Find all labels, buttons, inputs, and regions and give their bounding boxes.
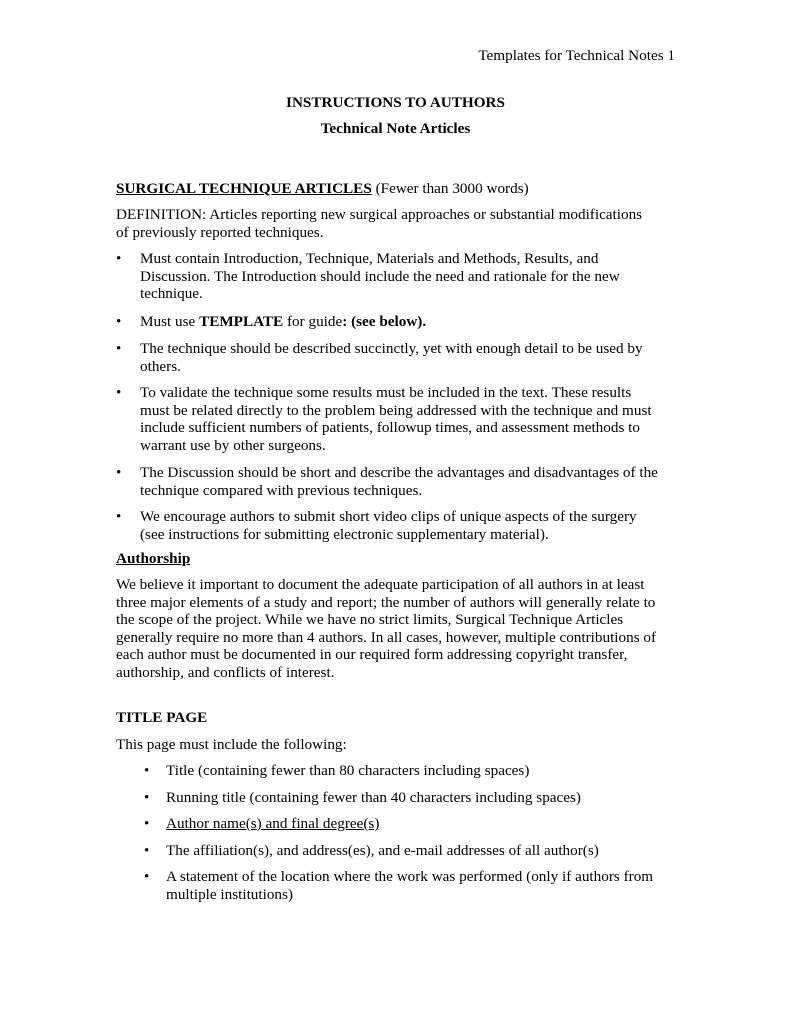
bullet-line: A statement of the location where the work was performed (only if authors from — [166, 868, 654, 885]
surgical-heading-text: SURGICAL TECHNIQUE ARTICLES — [116, 180, 372, 197]
definition-paragraph — [116, 206, 676, 241]
definition-line: DEFINITION: Articles reporting new surgical approaches or substantial modifications — [116, 206, 643, 223]
bullet-line: Must contain Introduction, Technique, Materials and Methods, Results, and — [140, 250, 599, 267]
definition-line: of previously reported techniques. — [116, 223, 324, 241]
bullet-icon: • — [144, 868, 150, 885]
bullet-line: Author name(s) and final degree(s) — [166, 815, 380, 832]
bullet-line: (see instructions for submitting electronic supplementary material). — [140, 525, 549, 543]
bullet-line: Title (containing fewer than 80 characters including spaces) — [166, 762, 530, 779]
bullet-line: The Discussion should be short and describe the advantages and disadvantages of the — [140, 464, 658, 481]
template-emphasis: TEMPLATE — [199, 313, 284, 330]
running-head: Templates for Technical Notes 1 — [478, 47, 675, 64]
bullet-icon: • — [144, 815, 150, 832]
bullet-icon: • — [116, 313, 122, 330]
title-page-intro: This page must include the following: — [116, 736, 347, 753]
bullet-icon: • — [116, 250, 122, 267]
bullet-line: Running title (containing fewer than 40 characters including spaces) — [166, 789, 581, 806]
section-heading-title-page: TITLE PAGE — [116, 709, 208, 726]
bullet-line: We encourage authors to submit short video clips of unique aspects of the surgery — [140, 508, 637, 525]
document-title: INSTRUCTIONS TO AUTHORS — [286, 94, 505, 111]
bullet-text: Must use — [140, 313, 200, 330]
paragraph-line: We believe it important to document the adequate participation of all authors in at least — [116, 576, 645, 593]
bullet-line: multiple institutions) — [166, 885, 293, 903]
bullet-icon: • — [116, 340, 122, 357]
paragraph-line: each author must be documented in our required form addressing copyright transfer, — [116, 646, 628, 664]
document-subtitle: Technical Note Articles — [320, 120, 471, 137]
bullet-icon: • — [144, 842, 150, 859]
bullet-line: technique. — [140, 285, 203, 303]
bullet-line: The technique should be described succinctly, yet with enough detail to be used by — [140, 340, 643, 357]
paragraph-line: three major elements of a study and report; the number of authors will generally relate to — [116, 593, 656, 611]
bullet-line: To validate the technique some results must be included in the text. These results — [140, 384, 632, 401]
bullet-icon: • — [144, 789, 150, 806]
bullet-text: for guide — [283, 313, 343, 330]
bullet-line: others. — [140, 357, 181, 375]
section-heading-authorship: Authorship — [116, 550, 191, 567]
surgical-word-limit: (Fewer than 3000 words) — [371, 180, 529, 197]
bullet-icon: • — [144, 762, 150, 779]
bullet-line: include sufficient numbers of patients, followup times, and assessment methods to — [140, 419, 640, 437]
bullet-icon: • — [116, 384, 122, 401]
bullet-line: warrant use by other surgeons. — [140, 436, 326, 454]
bullet-icon: • — [116, 508, 122, 525]
section-heading-surgical — [116, 180, 676, 198]
bullet-line: Discussion. The Introduction should include the need and rationale for the new — [140, 267, 620, 285]
bullet-line: The affiliation(s), and address(es), and e-mail addresses of all author(s) — [166, 842, 599, 859]
paragraph-line: authorship, and conflicts of interest. — [116, 663, 335, 681]
paragraph-line: the scope of the project. While we have no strict limits, Surgical Technique Articles — [116, 611, 624, 629]
paragraph-line: generally require no more than 4 authors. In all cases, however, multiple contributions of — [116, 628, 657, 646]
bullet-line: must be related directly to the problem being addressed with the technique and must — [140, 401, 652, 419]
authorship-paragraph — [116, 576, 688, 682]
see-below-emphasis: : (see below). — [342, 313, 427, 330]
bullet-line: technique compared with previous techniques. — [140, 481, 423, 499]
bullet-icon: • — [116, 464, 122, 481]
